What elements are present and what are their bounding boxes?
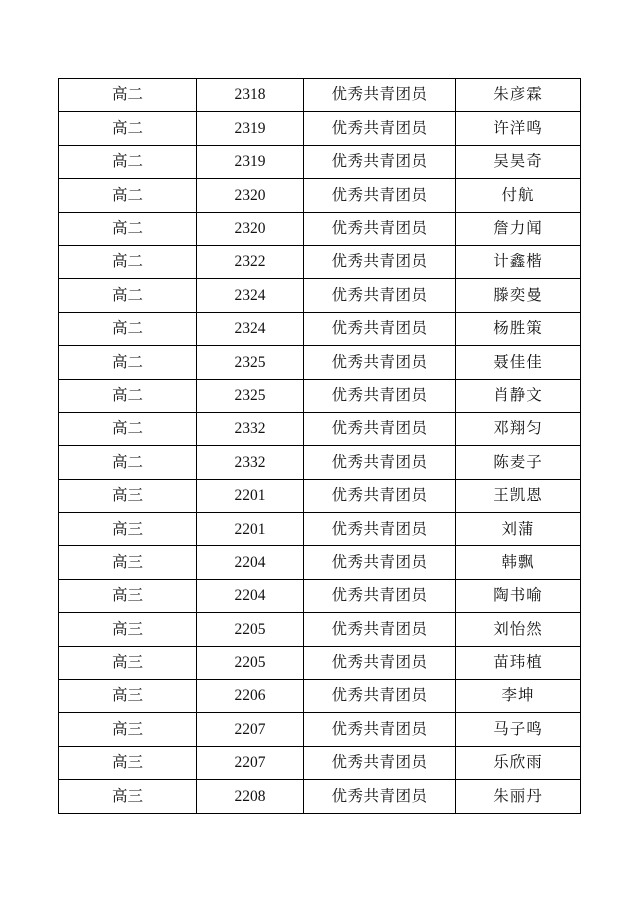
grade-cell: 高二 [59, 379, 197, 412]
award-cell: 优秀共青团员 [304, 746, 456, 779]
table-row [59, 245, 581, 278]
class-number-cell: 2204 [197, 579, 304, 612]
table-row [59, 513, 581, 546]
student-name-cell: 马子鸣 [456, 713, 581, 746]
table-row [59, 212, 581, 245]
grade-cell: 高三 [59, 780, 197, 813]
table-row [59, 546, 581, 579]
award-cell: 优秀共青团员 [304, 513, 456, 546]
grade-cell: 高三 [59, 579, 197, 612]
class-number-cell: 2206 [197, 680, 304, 713]
award-cell: 优秀共青团员 [304, 179, 456, 212]
award-cell: 优秀共青团员 [304, 412, 456, 445]
grade-cell: 高二 [59, 346, 197, 379]
grade-cell: 高三 [59, 613, 197, 646]
student-name-cell: 聂佳佳 [456, 346, 581, 379]
table-row [59, 680, 581, 713]
award-cell: 优秀共青团员 [304, 579, 456, 612]
student-name-cell: 邓翔匀 [456, 412, 581, 445]
class-number-cell: 2325 [197, 346, 304, 379]
table-row [59, 179, 581, 212]
table-row [59, 646, 581, 679]
class-number-cell: 2205 [197, 646, 304, 679]
award-cell: 优秀共青团员 [304, 479, 456, 512]
award-cell: 优秀共青团员 [304, 312, 456, 345]
student-name-cell: 韩飘 [456, 546, 581, 579]
table-row [59, 379, 581, 412]
student-name-cell: 李坤 [456, 680, 581, 713]
table-row [59, 346, 581, 379]
class-number-cell: 2324 [197, 279, 304, 312]
grade-cell: 高二 [59, 312, 197, 345]
table-row [59, 412, 581, 445]
table-row [59, 613, 581, 646]
grade-cell: 高三 [59, 479, 197, 512]
table-row [59, 713, 581, 746]
award-cell: 优秀共青团员 [304, 646, 456, 679]
grade-cell: 高二 [59, 279, 197, 312]
class-number-cell: 2320 [197, 212, 304, 245]
student-name-cell: 王凯恩 [456, 479, 581, 512]
award-cell: 优秀共青团员 [304, 112, 456, 145]
award-cell: 优秀共青团员 [304, 680, 456, 713]
grade-cell: 高二 [59, 112, 197, 145]
class-number-cell: 2332 [197, 412, 304, 445]
grade-cell: 高三 [59, 713, 197, 746]
student-name-cell: 杨胜策 [456, 312, 581, 345]
table-body [59, 79, 581, 814]
table-row [59, 112, 581, 145]
student-name-cell: 吴昊奇 [456, 145, 581, 178]
student-name-cell: 计鑫楷 [456, 245, 581, 278]
grade-cell: 高二 [59, 79, 197, 112]
class-number-cell: 2319 [197, 145, 304, 178]
table-row [59, 145, 581, 178]
award-cell: 优秀共青团员 [304, 145, 456, 178]
class-number-cell: 2201 [197, 479, 304, 512]
table-row [59, 446, 581, 479]
table-row [59, 780, 581, 813]
student-name-cell: 刘蒲 [456, 513, 581, 546]
class-number-cell: 2205 [197, 613, 304, 646]
table-row [59, 746, 581, 779]
award-cell: 优秀共青团员 [304, 613, 456, 646]
student-name-cell: 许洋鸣 [456, 112, 581, 145]
award-cell: 优秀共青团员 [304, 79, 456, 112]
class-number-cell: 2208 [197, 780, 304, 813]
award-cell: 优秀共青团员 [304, 546, 456, 579]
student-name-cell: 滕奕曼 [456, 279, 581, 312]
grade-cell: 高二 [59, 245, 197, 278]
class-number-cell: 2322 [197, 245, 304, 278]
award-cell: 优秀共青团员 [304, 279, 456, 312]
grade-cell: 高三 [59, 680, 197, 713]
award-cell: 优秀共青团员 [304, 780, 456, 813]
class-number-cell: 2325 [197, 379, 304, 412]
student-name-cell: 刘怡然 [456, 613, 581, 646]
class-number-cell: 2318 [197, 79, 304, 112]
table-row [59, 279, 581, 312]
student-name-cell: 朱丽丹 [456, 780, 581, 813]
class-number-cell: 2320 [197, 179, 304, 212]
grade-cell: 高三 [59, 513, 197, 546]
student-name-cell: 詹力闻 [456, 212, 581, 245]
grade-cell: 高二 [59, 412, 197, 445]
class-number-cell: 2332 [197, 446, 304, 479]
award-cell: 优秀共青团员 [304, 212, 456, 245]
student-name-cell: 乐欣雨 [456, 746, 581, 779]
honor-roster-table [58, 78, 581, 814]
class-number-cell: 2207 [197, 746, 304, 779]
award-cell: 优秀共青团员 [304, 346, 456, 379]
student-name-cell: 朱彦霖 [456, 79, 581, 112]
class-number-cell: 2204 [197, 546, 304, 579]
award-cell: 优秀共青团员 [304, 379, 456, 412]
student-name-cell: 付航 [456, 179, 581, 212]
grade-cell: 高三 [59, 546, 197, 579]
student-name-cell: 苗玮植 [456, 646, 581, 679]
award-cell: 优秀共青团员 [304, 245, 456, 278]
grade-cell: 高三 [59, 746, 197, 779]
grade-cell: 高二 [59, 446, 197, 479]
grade-cell: 高二 [59, 179, 197, 212]
class-number-cell: 2319 [197, 112, 304, 145]
award-cell: 优秀共青团员 [304, 446, 456, 479]
table-row [59, 312, 581, 345]
table-row [59, 79, 581, 112]
table-row [59, 579, 581, 612]
grade-cell: 高二 [59, 145, 197, 178]
table-row [59, 479, 581, 512]
student-name-cell: 陶书喻 [456, 579, 581, 612]
award-cell: 优秀共青团员 [304, 713, 456, 746]
class-number-cell: 2201 [197, 513, 304, 546]
student-name-cell: 陈麦子 [456, 446, 581, 479]
grade-cell: 高二 [59, 212, 197, 245]
class-number-cell: 2324 [197, 312, 304, 345]
student-name-cell: 肖静文 [456, 379, 581, 412]
grade-cell: 高三 [59, 646, 197, 679]
class-number-cell: 2207 [197, 713, 304, 746]
